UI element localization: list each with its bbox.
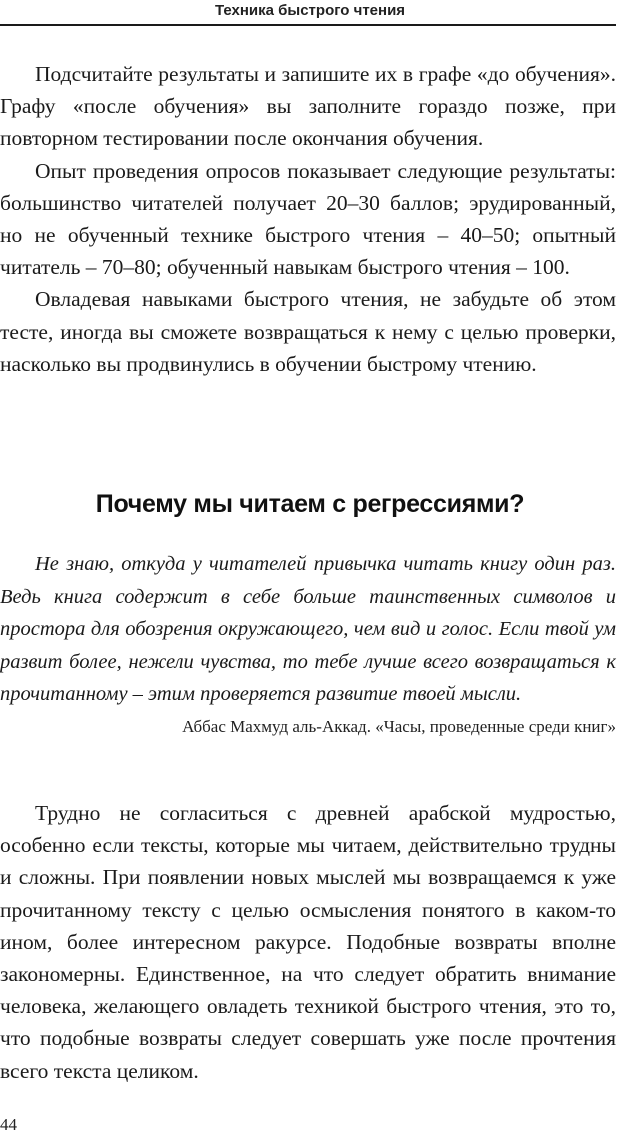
- section-heading: Почему мы читаем с регрессиями?: [95, 490, 525, 518]
- epigraph-quote: Не знаю, откуда у читателей привычка читать книгу один раз. Ведь книга содержит в себе больше таинственных символов и простора для обозрения окружающего, чем вид и голос. Если твой ум развит более, нежели чувства, то тебе лучше всего возвращаться к прочитанному – этим проверяется развитие твоей мысли.: [0, 553, 616, 706]
- body-text-block-2: [0, 797, 616, 1087]
- paragraph-arabic-wisdom: Трудно не согласиться с древней арабской мудростью, особенно если тексты, которые мы читаем, действительно трудны и сложны. При появлении новых мыслей мы возвращаемся к уже прочитанному тексту с целью осмысления понятого в каком-то ином, более интересном ракурсе. Подобные возвраты вполне закономерны. Единственное, на что следует обратить внимание человека, желающего овладеть техникой быстрого чтения, это то, что подобные возвраты следует совершать уже после прочтения всего текста целиком.: [0, 801, 616, 1083]
- header-rule: [0, 24, 616, 26]
- paragraph-test-reminder: Овладевая навыками быстрого чтения, не забудьте об этом тесте, иногда вы сможете возвращаться к нему с целью проверки, насколько вы продвинулись в обучении быстрому чтению.: [0, 287, 616, 376]
- body-text-block-1: [0, 58, 616, 380]
- epigraph-attribution: Аббас Махмуд аль-Аккад. «Часы, проведенные среди книг»: [182, 717, 616, 736]
- page-number: 44: [0, 1115, 17, 1134]
- running-header-title: Техника быстрого чтения: [214, 2, 406, 19]
- paragraph-results-record: Подсчитайте результаты и запишите их в графе «до обучения». Графу «после обучения» вы заполните гораздо позже, при повторном тестировании после окончания обучения.: [0, 62, 616, 151]
- paragraph-survey-results: Опыт проведения опросов показывает следующие результаты: большинство читателей получает 20–30 баллов; эрудированный, но не обученный технике быстрого чтения – 40–50; опытный читатель – 70–80; обученный навыкам быстрого чтения – 100.: [0, 158, 616, 280]
